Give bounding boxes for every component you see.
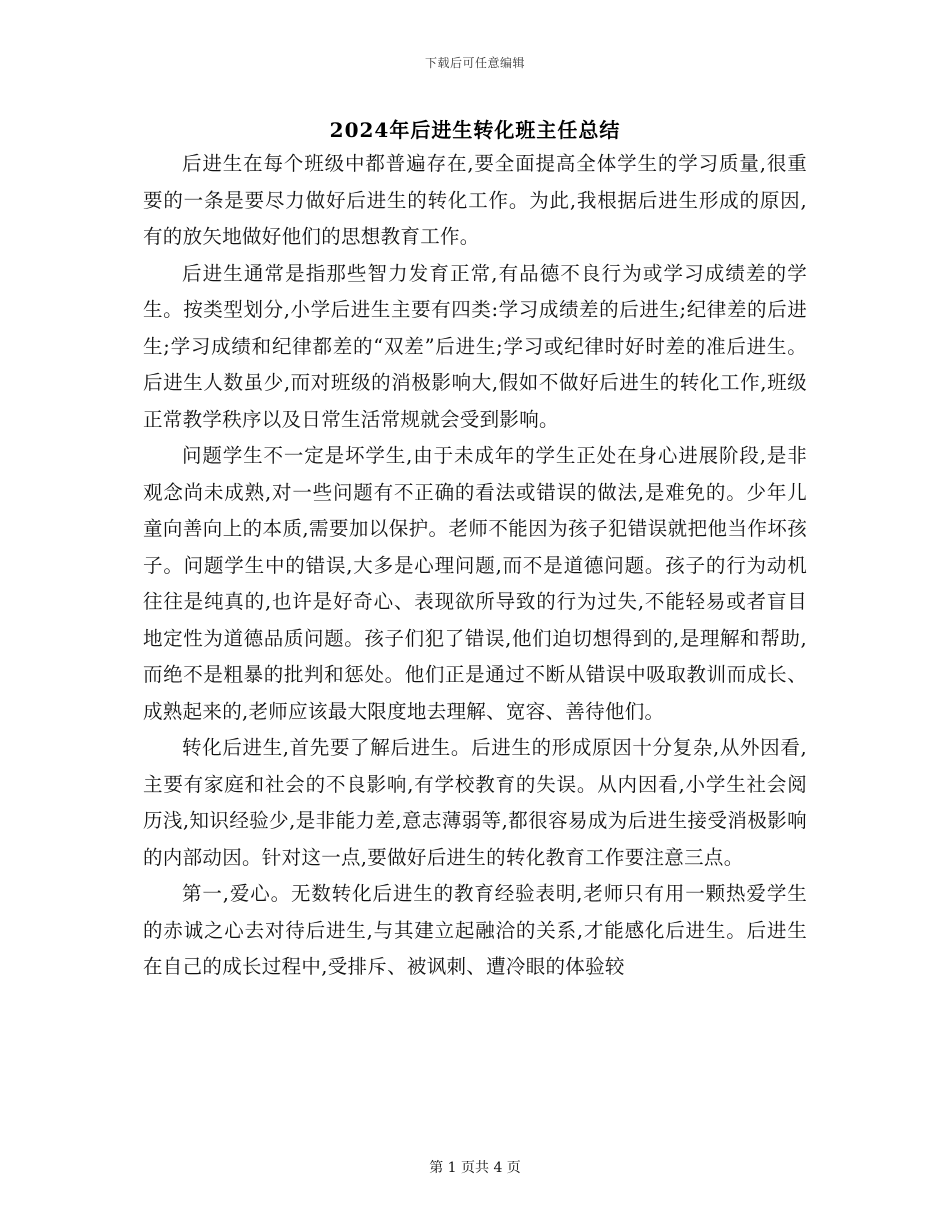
paragraph-4: 转化后进生,首先要了解后进生。后进生的形成原因十分复杂,从外因看,主要有家庭和社会的不良影响,有学校教育的失误。从内因看,小学生社会阅历浅,知识经验少,是非能力差,意志薄弱等,都很容易成为后进生接受消极影响的内部动因。针对这一点,要做好后进生的转化教育工作要注意三点。 [143, 736, 807, 869]
paragraph-1: 后进生在每个班级中都普遍存在,要全面提高全体学生的学习质量,很重要的一条是要尽力做好后进生的转化工作。为此,我根据后进生形成的原因,有的放矢地做好他们的思想教育工作。 [143, 152, 807, 248]
paragraph-5: 第一,爱心。无数转化后进生的教育经验表明,老师只有用一颗热爱学生的赤诚之心去对待后进生,与其建立起融洽的关系,才能感化后进生。后进生在自己的成长过程中,受排斥、被讽刺、遭冷眼的体验较 [143, 882, 807, 978]
document-body [143, 146, 807, 986]
paragraph-3: 问题学生不一定是坏学生,由于未成年的学生正处在身心进展阶段,是非观念尚未成熟,对一些问题有不正确的看法或错误的做法,是难免的。少年儿童向善向上的本质,需要加以保护。老师不能因为孩子犯错误就把他当作坏孩子。问题学生中的错误,大多是心理问题,而不是道德问题。孩子的行为动机往往是纯真的,也许是好奇心、表现欲所导致的行为过失,不能轻易或者盲目地定性为道德品质问题。孩子们犯了错误,他们迫切想得到的,是理解和帮助,而绝不是粗暴的批判和惩处。他们正是通过不断从错误中吸取教训而成长、成熟起来的,老师应该最大限度地去理解、宽容、善待他们。 [143, 444, 807, 723]
page-number: 第 1 页共 4 页 [429, 1160, 521, 1176]
page-header-note: 下载后可任意编辑 [424, 56, 525, 70]
document-title: 2024年后进生转化班主任总结 [329, 118, 621, 142]
paragraph-2: 后进生通常是指那些智力发育正常,有品德不良行为或学习成绩差的学生。按类型划分,小学后进生主要有四类:学习成绩差的后进生;纪律差的后进生;学习成绩和纪律都差的“双差”后进生;学习或纪律时好时差的准后进生。后进生人数虽少,而对班级的消极影响大,假如不做好后进生的转化工作,班级正常教学秩序以及日常生活常规就会受到影响。 [143, 261, 807, 431]
